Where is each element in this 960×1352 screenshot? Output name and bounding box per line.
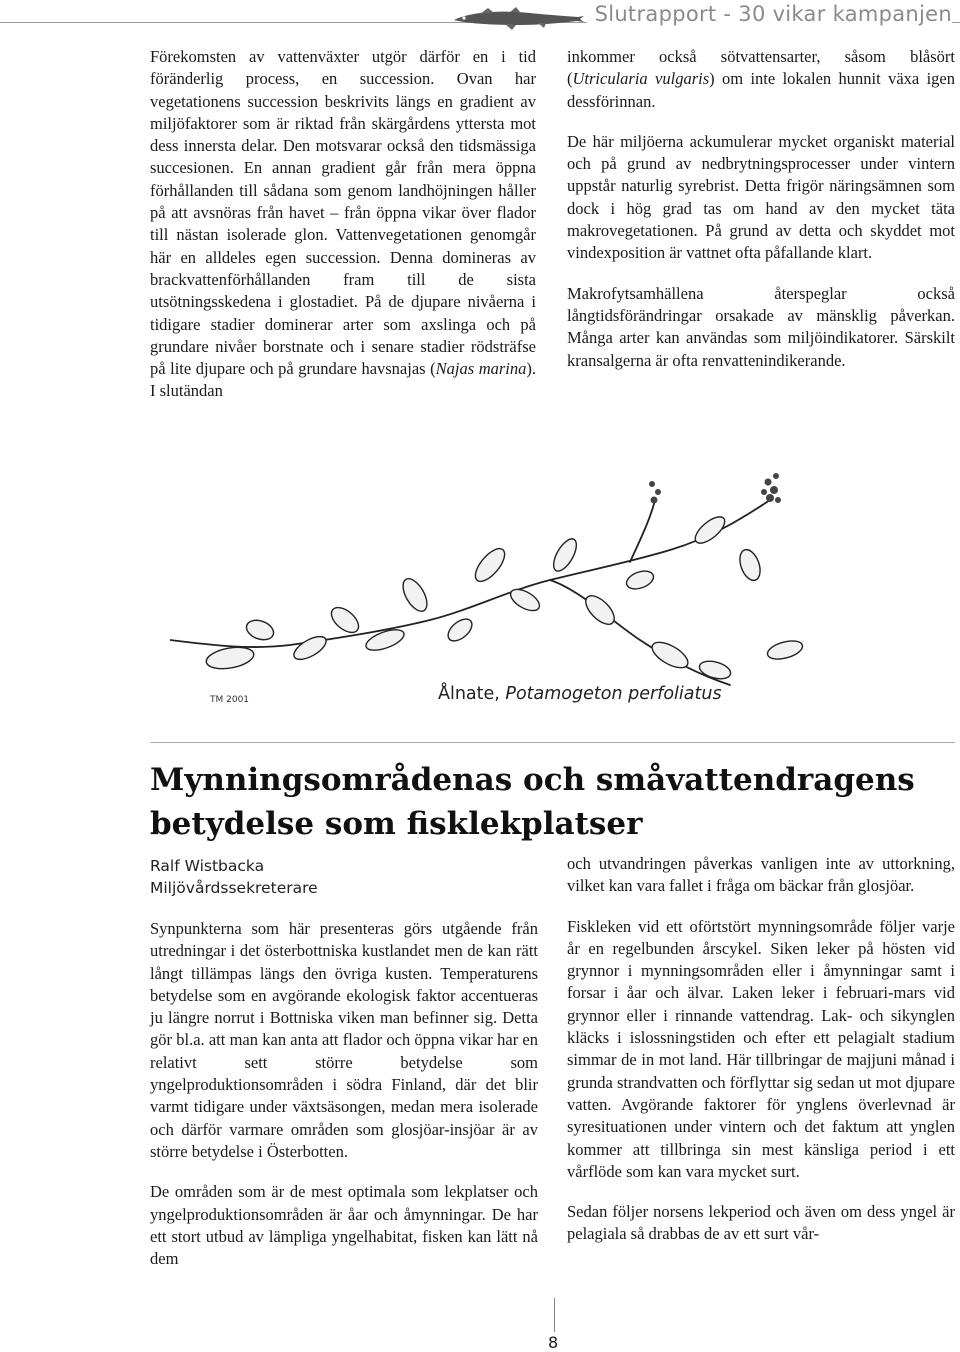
page-number-rule bbox=[554, 1298, 555, 1332]
paragraph: Makrofytsamhällena återspeglar också långtidsförändringar orsakade av mänsklig påverkan. Många arter kan användas som miljöindikatorer. Särskilt kransalgerna är ofta renvattenindikerande. bbox=[567, 283, 955, 370]
paragraph: De områden som är de mest optimala som lekplatser och yngelproduktionsområden är åar och åmynningar. De har ett stort utbud av lämpliga yngelhabitat, fisken kan lätt nå dem bbox=[150, 1182, 538, 1269]
top-left-column bbox=[150, 46, 536, 421]
paragraph: Synpunkterna som här presenteras görs utgående från utredningar i det österbottniska kustlandet men de kan rätt långt tillämpas längs den övriga kusten. Temperaturens betydelse som en avgörande ekologisk faktor accentueras ju längre norrut i Bottniska viken man befinner sig. Detta gör bl.a. att man kan anta att flador och öppna vikar har en relativt sett större betydelse som yngelproduktionsområden i södra Finland, där det blir varmt tidigare under växtsäsongen, medan mera isolerade och därför varmare områden som glosjöar-insjöar är av större betydelse i Österbotten. bbox=[150, 919, 538, 1161]
caption-species: Potamogeton perfoliatus bbox=[505, 684, 722, 704]
species-name: Najas marina bbox=[435, 359, 527, 379]
article-left-column bbox=[150, 918, 538, 1288]
paragraph: Fiskleken vid ett oförtstört mynningsområde följer varje år en regelbunden årscykel. Siken leker på hösten vid grynnor i mynningsområden eller i åmynningar samt i forsar i åar och älvar. Laken leker i februari-mars vid grynnor eller i rinnande vattendrag. Lak- och sikynglen kläcks i islossningstiden och efter ett pelagialt stadium simmar de in mot land. Här tillbringar de majjuni månad i grunda strandvatten och förflyttar sig sedan ut mot djupare vatten. Avgörande faktorer för ynglens överlevnad är syresituationen under vintern och det faktum att ynglen kommer att tillbringa sin mest känsliga period i ett vårflöde som kan vara mycket surt. bbox=[567, 916, 955, 1181]
paragraph-text: ) om inte lokalen hunnit växa igen dessförinnan. bbox=[567, 69, 955, 111]
article-title: Mynningsområdenas och småvattendragens betydelse som fisklekplatser bbox=[150, 762, 915, 842]
paragraph bbox=[150, 46, 536, 403]
running-header-title: Slutrapport - 30 vikar kampanjen bbox=[587, 2, 952, 26]
page-number: 8 bbox=[548, 1333, 559, 1352]
plant-illustration bbox=[170, 470, 810, 720]
author-role: Miljövårdssekreterare bbox=[150, 879, 318, 897]
paragraph: och utvandringen påverkas vanligen inte av uttorkning, vilket kan vara fallet i fråga om bäckar från glosjöar. bbox=[567, 854, 955, 896]
top-right-column bbox=[567, 46, 955, 390]
caption-text: Ålnate, bbox=[438, 684, 506, 704]
fish-icon bbox=[450, 4, 586, 32]
illustration-signature: TM 2001 bbox=[210, 695, 250, 705]
section-divider bbox=[150, 742, 955, 743]
paragraph: Sedan följer norsens lekperiod och även om dess yngel är pelagiala så drabbas de av ett surt vår- bbox=[567, 1202, 955, 1244]
author-name: Ralf Wistbacka bbox=[150, 857, 265, 875]
byline bbox=[150, 855, 318, 899]
paragraph: De här miljöerna ackumulerar mycket organiskt material och på grund av nedbrytningsprocesser under vintern uppstår naturlig syrebrist. Detta frigör näringsämnen som dock i hög grad tas om hand av den mycket täta makrovegetationen. På grund av detta och skyddet mot vindexposition är vattnet ofta påfallande klart. bbox=[567, 131, 955, 263]
paragraph bbox=[567, 46, 955, 113]
figure-caption bbox=[438, 684, 722, 704]
paragraph-text: inkommer också sötvattensarter, såsom blåsört ( bbox=[567, 47, 955, 89]
article-right-column bbox=[567, 853, 955, 1264]
species-name: Utricularia vulgaris bbox=[572, 69, 710, 89]
paragraph-text: Förekomsten av vattenväxter utgör därför en i tid föränderlig process, en succession. Ovan har vegetationens succession beskrivits längs en gradient av miljöfaktorer som är riktad från skärgårdens yttersta mot dess innersta delar. Den motsvarar också den tidsmässiga succesionen. En annan gradient går från mera öppna förhållanden till sådana som genom landhöjningen håller på att avsnöras från havet – från öppna vikar över flador till nästan isolerade glon. Vattenvegetationen genomgår här en alldeles egen succession. Denna domineras av brackvattenförhållanden fram till de sista utsötningsskedena i glostadiet. På de djupare nivåerna i tidigare stadier dominerar arter som axslinga och på grundare nivåer borstnate och i senare stadier rödsträfse på lite djupare och på grundare havsnajas ( bbox=[150, 47, 536, 379]
paragraph-text: ). I slutändan bbox=[150, 359, 536, 401]
